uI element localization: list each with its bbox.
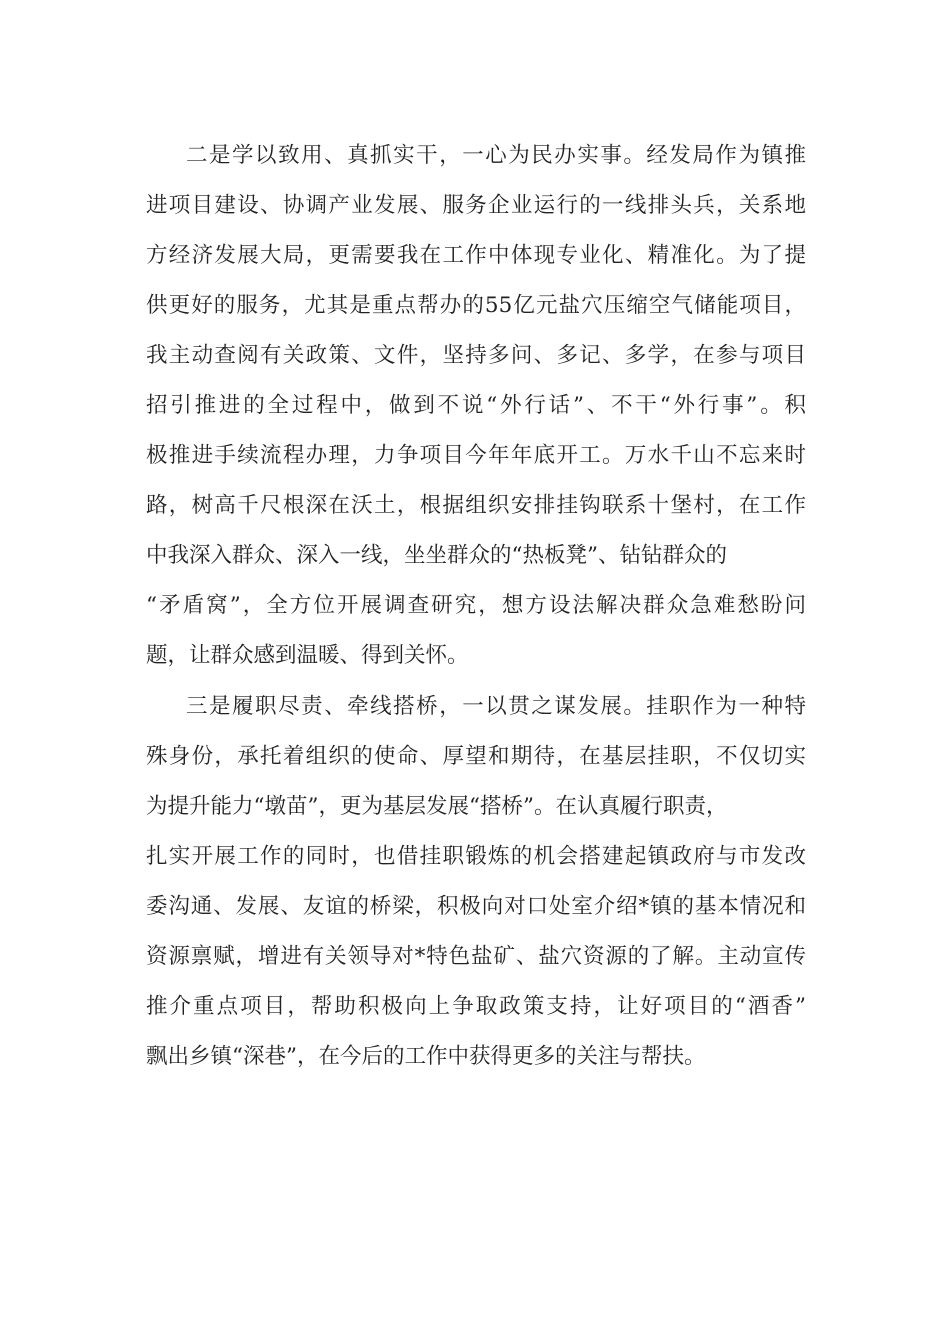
text-line: 供更好的服务，尤其是重点帮办的55亿元盐穴压缩空气储能项目， [146,293,806,318]
document-body [146,131,806,1082]
text-line: “矛盾窝”，全方位开展调查研究，想方设法解决群众急难愁盼问 [146,593,806,618]
text-line: 委沟通、发展、友谊的桥梁，积极向对口处室介绍*镇的基本情况和 [146,894,806,919]
paragraph-3 [146,682,806,1082]
text-line: 方经济发展大局，更需要我在工作中体现专业化、精准化。为了提 [146,243,806,268]
text-line: 进项目建设、协调产业发展、服务企业运行的一线排头兵，关系地 [146,193,806,218]
text-line: 二是学以致用、真抓实干，一心为民办实事。经发局作为镇推 [186,143,806,168]
text-line: 飘出乡镇“深巷”，在今后的工作中获得更多的关注与帮扶。 [146,1044,706,1069]
text-line: 为提升能力“墩苗”，更为基层发展“搭桥”。在认真履行职责， [146,794,728,819]
text-line: 招引推进的全过程中，做到不说“外行话”、不干“外行事”。积 [146,393,806,418]
text-line: 推介重点项目，帮助积极向上争取政策支持，让好项目的“酒香” [146,994,806,1019]
text-line: 资源禀赋，增进有关领导对*特色盐矿、盐穴资源的了解。主动宣传 [146,944,806,969]
text-line: 殊身份，承托着组织的使命、厚望和期待，在基层挂职，不仅切实 [146,744,806,769]
text-line: 三是履职尽责、牵线搭桥，一以贯之谋发展。挂职作为一种特 [186,694,806,719]
paragraph-2 [146,131,806,681]
text-line: 题，让群众感到温暖、得到关怀。 [146,643,469,668]
text-line: 扎实开展工作的同时，也借挂职锻炼的机会搭建起镇政府与市发改 [146,844,806,869]
text-line: 我主动查阅有关政策、文件，坚持多问、多记、多学，在参与项目 [146,343,806,368]
text-line: 中我深入群众、深入一线，坐坐群众的“热板凳”、钻钻群众的 [146,543,727,568]
text-line: 极推进手续流程办理，力争项目今年年底开工。万水千山不忘来时 [146,443,806,468]
text-line: 路，树高千尺根深在沃土，根据组织安排挂钩联系十堡村，在工作 [146,493,806,518]
